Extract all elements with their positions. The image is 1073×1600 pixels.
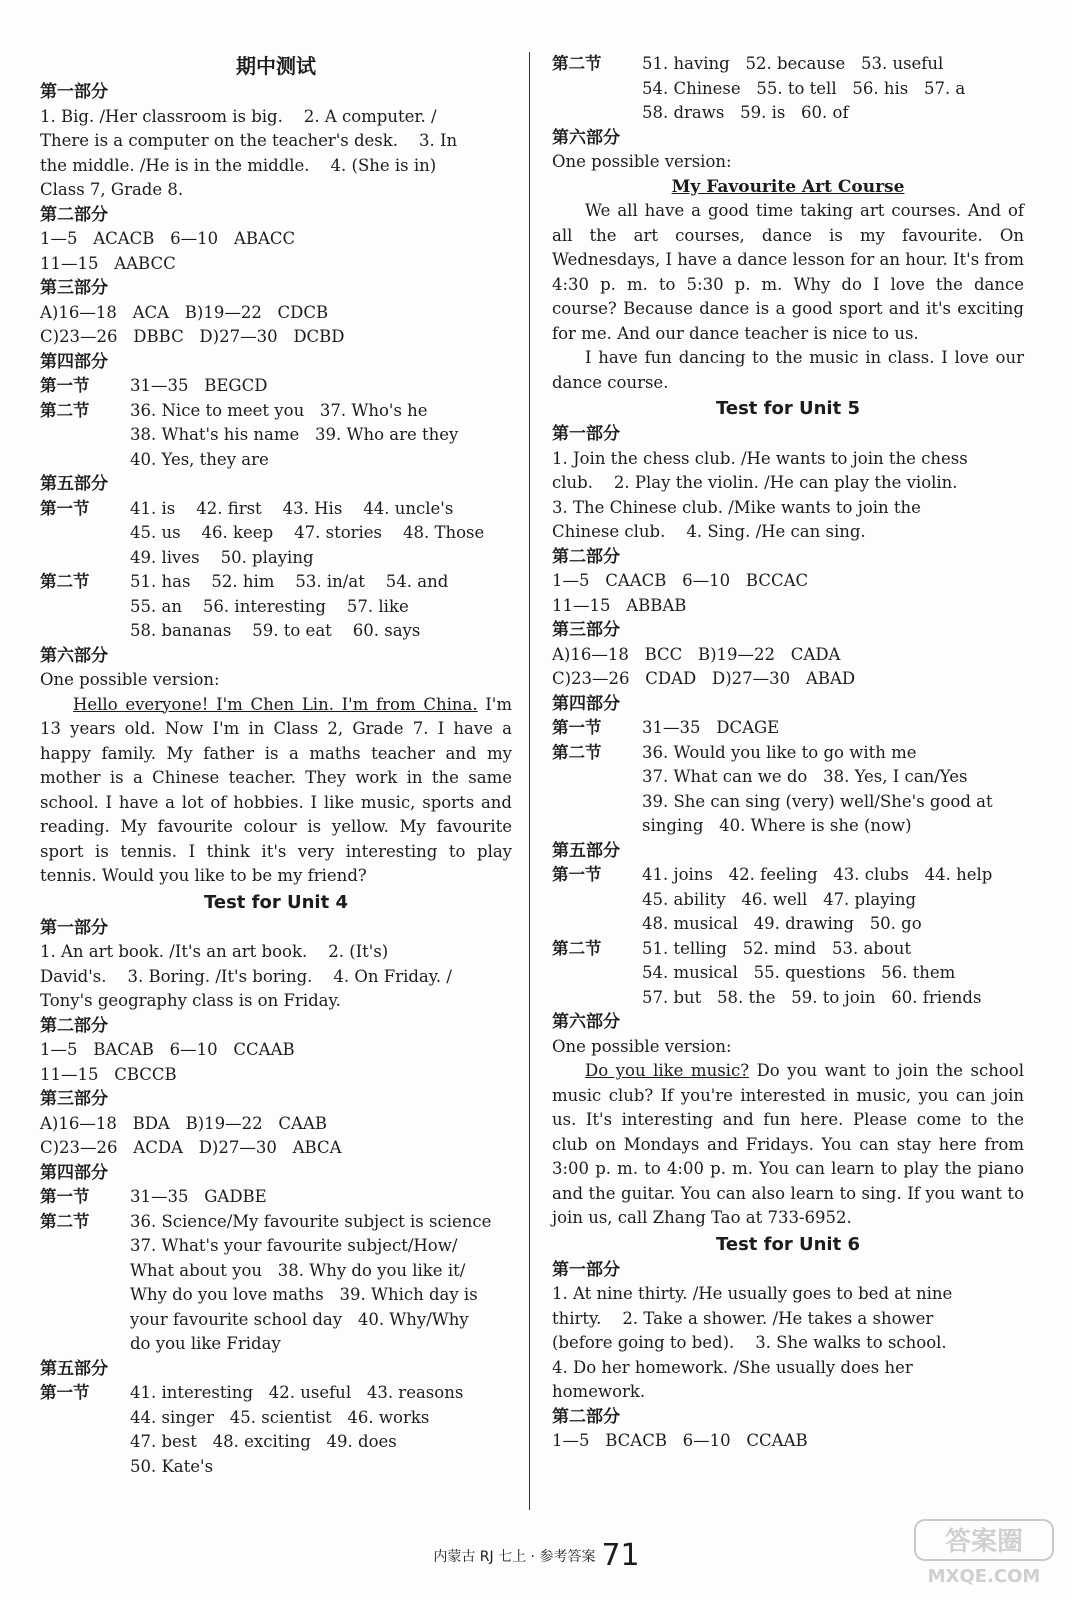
page-number: 71 — [601, 1538, 640, 1573]
essay-paragraph — [40, 693, 512, 889]
answer-line: Tony's geography class is on Friday. — [40, 991, 341, 1010]
answer-line: C)23—26 CDAD D)27—30 ABAD — [552, 669, 856, 688]
right-column — [552, 52, 1024, 1454]
answer-line: 1. Big. /Her classroom is big. 2. A computer. / — [40, 106, 437, 126]
essay-paragraph: We all have a good time taking art courses. And of all the art courses, dance is my favourite. On Wednesdays, I have a dance lesson for an hour. It's from 4:30 p. m. to 5:30 p. m. Why do I love the dance course? Because dance is a good sport and it's exciting for me. And our dance teacher is nice to us. — [552, 201, 1024, 343]
section-title-unit6: Test for Unit 6 — [715, 1233, 861, 1255]
answer-line: 11—15 AABCC — [40, 253, 176, 273]
answer-line: 11—15 CBCCB — [40, 1064, 177, 1084]
section-row — [552, 863, 1024, 937]
part-heading: 第三部分 — [40, 278, 108, 298]
answer-line: homework. — [552, 1382, 646, 1401]
part-heading: 第五部分 — [40, 1358, 108, 1379]
section-row — [552, 937, 1024, 1011]
part-heading: 第四部分 — [40, 1162, 108, 1183]
part-heading: 第一部分 — [40, 917, 108, 938]
answer-line: A)16—18 BDA B)19—22 CAAB — [40, 1113, 327, 1133]
section-row — [40, 1210, 512, 1357]
section-label: 第二节 — [552, 938, 602, 958]
svg-text:MXQE.COM: MXQE.COM — [927, 1566, 1041, 1587]
essay-title-text: My Favourite Art Course — [671, 176, 905, 197]
section-label: 第一节 — [40, 1383, 90, 1402]
section-row — [552, 741, 1024, 839]
answer-line: 1—5 ACACB 6—10 ABACC — [40, 229, 296, 248]
answer-line: (before going to bed). 3. She walks to school. — [552, 1333, 947, 1352]
section-label: 第二节 — [552, 742, 602, 762]
essay-intro: One possible version: — [552, 152, 732, 171]
section-answers: 31—35 GADBE — [130, 1187, 267, 1206]
section-title-unit4: Test for Unit 4 — [203, 891, 349, 913]
section-row — [40, 1185, 512, 1210]
section-row — [40, 374, 512, 399]
section-answers: 51. having 52. because 53. useful 54. Chinese 55. to tell 56. his 57. a 58. draws 59. is 60. of — [642, 54, 966, 122]
part-heading: 第二部分 — [40, 1015, 108, 1036]
section-answers: 41. interesting 42. useful 43. reasons 44. singer 45. scientist 46. works 47. best 48. exciting 49. does 50. Kate's — [130, 1383, 464, 1476]
section-label: 第一节 — [40, 498, 90, 518]
answer-line: 1—5 BCACB 6—10 CCAAB — [552, 1431, 808, 1450]
section-answers: 31—35 BEGCD — [130, 376, 268, 395]
essay-underlined-opening: Hello everyone! I'm Chen Lin. I'm from China. — [73, 694, 478, 714]
answer-line: A)16—18 BCC B)19—22 CADA — [552, 644, 841, 664]
answer-line: 4. Do her homework. /She usually does her — [552, 1357, 913, 1377]
footer-label: 内蒙古 RJ 七上 · 参考答案 — [433, 1549, 596, 1565]
essay-text: I'm 13 years old. Now I'm in Class 2, Grade 7. I have a happy family. My father is a maths teacher and my mother is a Chinese teacher. They work in the same school. I have a lot of hobbies. I like music, sports and reading. My favourite colour is yellow. My favourite sport is tennis. I think it's very interesting to play tennis. Would you like to be my friend? — [40, 694, 512, 885]
part-heading: 第一部分 — [40, 82, 108, 102]
section-label: 第一节 — [40, 1187, 90, 1206]
section-row — [552, 716, 1024, 741]
part-heading: 第三部分 — [552, 620, 620, 640]
section-title-unit5: Test for Unit 5 — [715, 398, 861, 419]
answer-line: There is a computer on the teacher's desk. 3. In — [40, 131, 458, 150]
answer-line: the middle. /He is in the middle. 4. (She is in) — [40, 155, 437, 175]
part-heading: 第六部分 — [552, 127, 620, 148]
part-heading: 第五部分 — [552, 840, 620, 861]
section-row — [40, 399, 512, 473]
part-heading: 第四部分 — [40, 351, 108, 372]
section-row — [40, 1381, 512, 1479]
answer-line: thirty. 2. Take a shower. /He takes a shower — [552, 1308, 934, 1328]
section-answers: 51. telling 52. mind 53. about 54. musical 55. questions 56. them 57. but 58. the 59. to join 60. friends — [642, 938, 982, 1007]
section-answers: 36. Science/My favourite subject is science 37. What's your favourite subject/How/ What about you 38. Why do you like it/ Why do you love maths 39. Which day is your favourite school day 40. Why/Why do you like Friday — [130, 1211, 492, 1353]
answer-line: 3. The Chinese club. /Mike wants to join the — [552, 497, 921, 517]
answer-line: C)23—26 DBBC D)27—30 DCBD — [40, 327, 345, 346]
answer-line: A)16—18 ACA B)19—22 CDCB — [40, 302, 329, 322]
section-answers: 31—35 DCAGE — [642, 718, 780, 737]
part-heading: 第四部分 — [552, 693, 620, 714]
answer-line: 1. Join the chess club. /He wants to join the chess — [552, 448, 968, 468]
answer-line: Class 7, Grade 8. — [40, 180, 184, 199]
part-heading: 第二部分 — [40, 204, 108, 225]
essay-paragraph — [552, 1059, 1024, 1231]
answer-line: 1—5 CAACB 6—10 BCCAC — [552, 571, 809, 590]
section-title-midterm: 期中测试 — [236, 54, 316, 78]
answer-line: David's. 3. Boring. /It's boring. 4. On Friday. / — [40, 966, 452, 986]
answer-line: Chinese club. 4. Sing. /He can sing. — [552, 522, 866, 541]
section-answers: 36. Would you like to go with me 37. What can we do 38. Yes, I can/Yes 39. She can sing (very) well/She's good at singing 40. Where is she (now) — [642, 742, 993, 835]
answer-line: 11—15 ABBAB — [552, 595, 687, 615]
part-heading: 第三部分 — [40, 1089, 108, 1109]
part-heading: 第二部分 — [552, 1406, 620, 1427]
section-row — [40, 497, 512, 571]
column-divider — [529, 52, 530, 1510]
section-answers: 36. Nice to meet you 37. Who's he 38. What's his name 39. Who are they 40. Yes, they are — [130, 400, 459, 469]
section-label: 第一节 — [40, 376, 90, 395]
part-heading: 第一部分 — [552, 424, 620, 444]
section-row — [40, 570, 512, 644]
answer-line: 1—5 BACAB 6—10 CCAAB — [40, 1040, 295, 1059]
section-answers: 41. joins 42. feeling 43. clubs 44. help 45. ability 46. well 47. playing 48. musical 49. drawing 50. go — [642, 865, 993, 933]
part-heading: 第一部分 — [552, 1259, 620, 1280]
answer-line: club. 2. Play the violin. /He can play the violin. — [552, 473, 958, 492]
essay-paragraph: I have fun dancing to the music in class. I love our dance course. — [552, 348, 1024, 392]
section-label: 第一节 — [552, 865, 602, 884]
section-label: 第二节 — [40, 1211, 90, 1231]
svg-text:答案圈: 答案圈 — [944, 1527, 1024, 1557]
part-heading: 第二部分 — [552, 546, 620, 567]
essay-title — [552, 175, 1024, 200]
part-heading: 第五部分 — [40, 474, 108, 494]
watermark-logo — [909, 1516, 1059, 1590]
section-row — [552, 52, 1024, 126]
part-heading: 第六部分 — [40, 645, 108, 666]
section-answers: 51. has 52. him 53. in/at 54. and 55. an 56. interesting 57. like 58. bananas 59. to eat 60. says — [130, 572, 449, 640]
essay-intro: One possible version: — [40, 670, 220, 689]
section-answers: 41. is 42. first 43. His 44. uncle's 45. us 46. keep 47. stories 48. Those 49. lives 50. playing — [130, 498, 485, 567]
section-label: 第二节 — [40, 400, 90, 420]
answer-line: 1. An art book. /It's an art book. 2. (It's) — [40, 942, 389, 961]
essay-underlined-opening: Do you like music? — [585, 1061, 750, 1080]
essay-text: Do you want to join the school music club? If you're interested in music, you can join us. It's interesting and fun here. Please come to the club on Mondays and Fridays. You can stay here from 3:00 p. m. to 4:00 p. m. You can learn to play the piano and the guitar. You can also learn to sing. If you want to join us, call Zhang Tao at 733-6952. — [552, 1061, 1025, 1227]
essay-intro: One possible version: — [552, 1036, 732, 1056]
left-column — [40, 52, 512, 1479]
part-heading: 第六部分 — [552, 1012, 620, 1032]
section-label: 第一节 — [552, 718, 602, 737]
section-label: 第二节 — [40, 572, 90, 591]
answer-line: C)23—26 ACDA D)27—30 ABCA — [40, 1138, 342, 1157]
section-label: 第二节 — [552, 54, 602, 73]
answer-line: 1. At nine thirty. /He usually goes to bed at nine — [552, 1284, 953, 1303]
